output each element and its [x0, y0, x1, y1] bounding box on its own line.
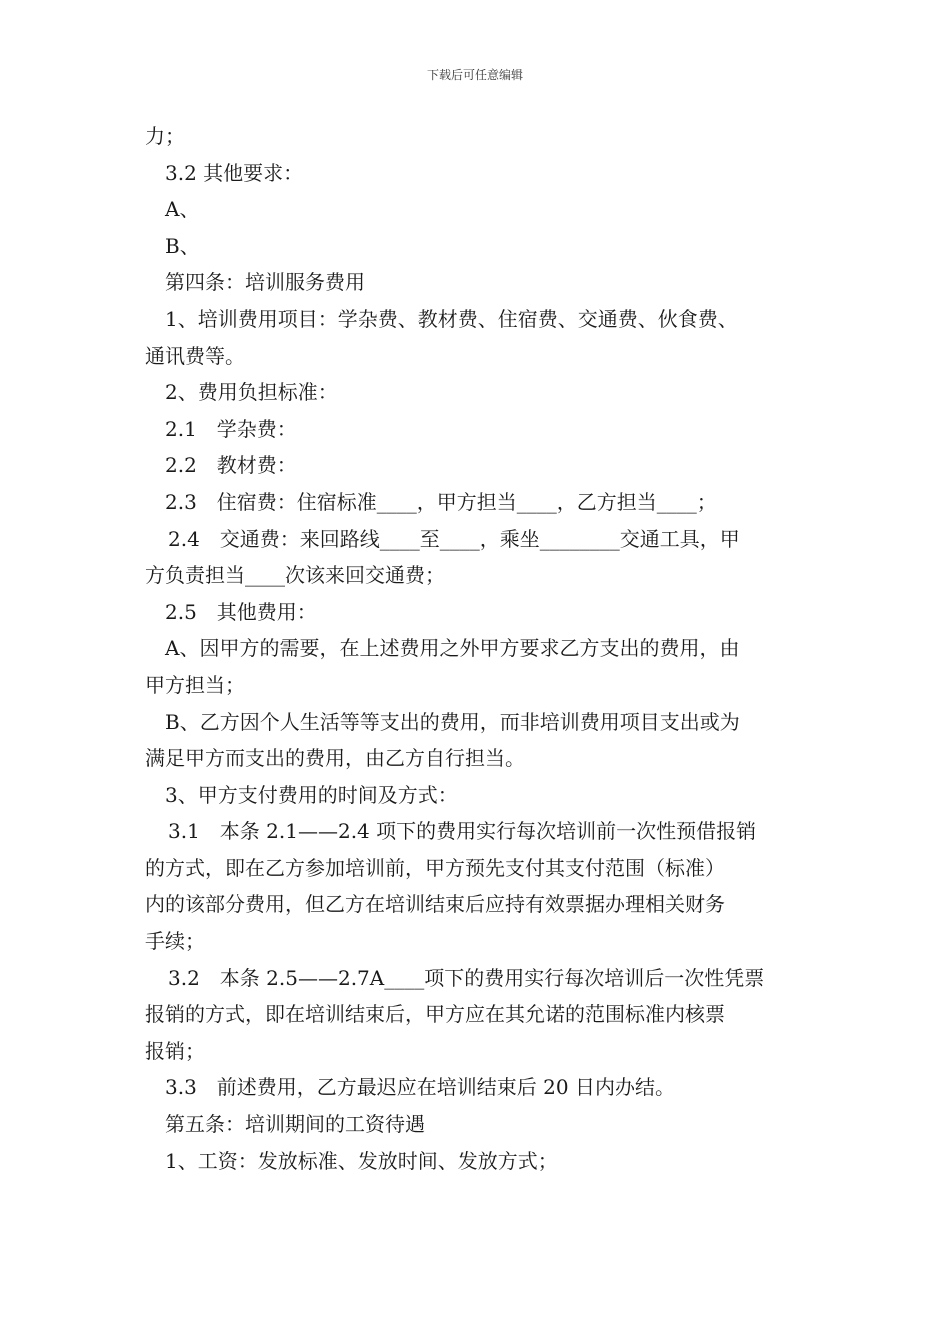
paragraph-line: 2.3 住宿费：住宿标准____，甲方担当____，乙方担当____； — [165, 489, 717, 514]
paragraph-line: 报销的方式，即在培训结束后，甲方应在其允诺的范围标准内核票 — [145, 1002, 725, 1027]
paragraph-line: 内的该部分费用，但乙方在培训结束后应持有效票据办理相关财务 — [145, 892, 725, 917]
paragraph-line: 1、培训费用项目：学杂费、教材费、住宿费、交通费、伙食费、 — [165, 306, 738, 331]
paragraph-line: B、 — [165, 233, 200, 258]
paragraph-line: 2.1 学杂费： — [165, 416, 297, 441]
section-heading: 第五条：培训期间的工资待遇 — [165, 1112, 425, 1137]
paragraph-line: 满足甲方而支出的费用，由乙方自行担当。 — [145, 746, 525, 771]
paragraph-line: 3.2 本条 2.5——2.7A____项下的费用实行每次培训后一次性凭票 — [168, 965, 765, 990]
paragraph-line: 2、费用负担标准： — [165, 380, 338, 405]
paragraph-line: 手续； — [145, 929, 205, 954]
document-body — [145, 118, 810, 1179]
paragraph-line: 通讯费等。 — [145, 343, 245, 368]
paragraph-line: 3、甲方支付费用的时间及方式： — [165, 782, 458, 807]
paragraph-line: 甲方担当； — [145, 672, 245, 697]
paragraph-line: B、乙方因个人生活等等支出的费用，而非培训费用项目支出或为 — [165, 709, 740, 734]
paragraph-line: A、 — [165, 197, 200, 222]
paragraph-line: 3.3 前述费用，乙方最迟应在培训结束后 20 日内办结。 — [165, 1075, 675, 1100]
paragraph-line: 的方式，即在乙方参加培训前，甲方预先支付其支付范围（标准） — [145, 855, 725, 880]
paragraph-line: 报销； — [145, 1038, 205, 1063]
section-heading: 第四条：培训服务费用 — [165, 270, 365, 295]
paragraph-line: A、因甲方的需要，在上述费用之外甲方要求乙方支出的费用，由 — [165, 636, 740, 661]
page-header: 下载后可任意编辑 — [426, 68, 523, 82]
paragraph-line: 方负责担当____次该来回交通费； — [145, 563, 445, 588]
paragraph-line: 2.4 交通费：来回路线____至____，乘坐________交通工具，甲 — [168, 526, 740, 551]
paragraph-line: 3.1 本条 2.1——2.4 项下的费用实行每次培训前一次性预借报销 — [168, 819, 757, 844]
paragraph-line: 2.2 教材费： — [165, 453, 297, 478]
paragraph-line: 3.2 其他要求： — [165, 160, 304, 185]
paragraph-line: 力； — [145, 124, 185, 148]
paragraph-line: 2.5 其他费用： — [165, 599, 317, 624]
paragraph-line: 1、工资：发放标准、发放时间、发放方式； — [165, 1148, 558, 1173]
